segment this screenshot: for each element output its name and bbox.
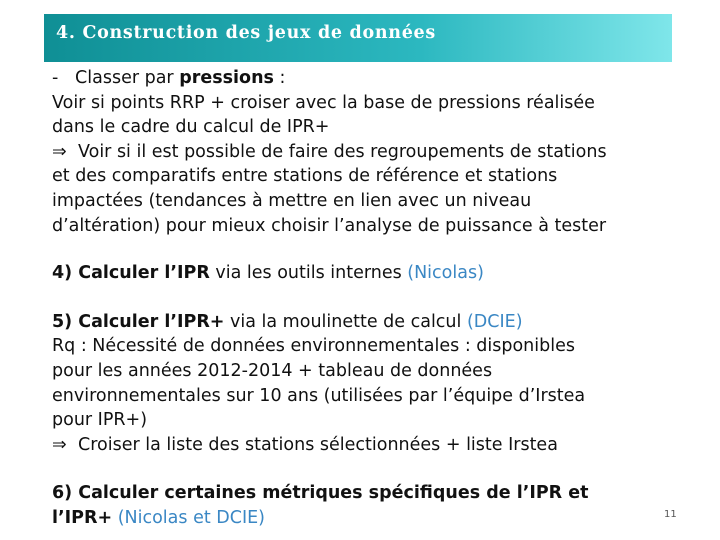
intro-line-4: ⇒ Voir si il est possible de faire des regroupements de stations bbox=[52, 140, 702, 165]
implies-arrow-icon: ⇒ bbox=[52, 434, 67, 455]
step-6-owner: (Nicolas et DCIE) bbox=[112, 507, 265, 528]
step-5-line-1: 5) Calculer l’IPR+ via la moulinette de calcul (DCIE) bbox=[52, 311, 523, 332]
step-5-block bbox=[52, 310, 702, 458]
step-5-heading: 5) Calculer l’IPR+ bbox=[52, 311, 225, 332]
intro-line-2: Voir si points RRP + croiser avec la base de pressions réalisée bbox=[52, 92, 595, 113]
step-6-block bbox=[52, 481, 702, 530]
implies-arrow-icon: ⇒ bbox=[52, 141, 67, 162]
step-6-line-2 bbox=[52, 506, 702, 531]
step-5-line-5: pour IPR+) bbox=[52, 410, 148, 431]
dash-bullet: - bbox=[52, 68, 59, 88]
step-5-line-2: Rq : Nécessité de données environnementales : disponibles bbox=[52, 336, 575, 357]
step-5-line-3: pour les années 2012-2014 + tableau de données bbox=[52, 360, 493, 381]
step-5-line-4: environnementales sur 10 ans (utilisées par l’équipe d’Irstea bbox=[52, 385, 586, 406]
step-5-line-6: ⇒ Croiser la liste des stations sélectionnées + liste Irstea bbox=[52, 433, 702, 458]
intro-line-3: dans le cadre du calcul de IPR+ bbox=[52, 117, 330, 138]
step-4-line: 4) Calculer l’IPR via les outils internes (Nicolas) bbox=[52, 263, 484, 284]
step-5-owner: (DCIE) bbox=[466, 311, 523, 332]
title-bar bbox=[44, 14, 672, 62]
intro-line-7: d’altération) pour mieux choisir l’analyse de puissance à tester bbox=[52, 215, 607, 236]
step-4-owner: (Nicolas) bbox=[407, 263, 484, 284]
pressions-keyword: pressions bbox=[179, 68, 274, 88]
intro-line-5: et des comparatifs entre stations de référence et stations bbox=[52, 166, 558, 187]
step-6-line-1: 6) Calculer certaines métriques spécifiques de l’IPR et bbox=[52, 483, 589, 504]
intro-line-6: impactées (tendances à mettre en lien avec un niveau bbox=[52, 190, 532, 211]
slide-number: 11 bbox=[664, 509, 677, 520]
intro-block bbox=[52, 66, 702, 238]
intro-line-1: - Classer par pressions : bbox=[52, 68, 286, 88]
step-6-heading-end: l’IPR+ bbox=[52, 507, 113, 528]
step-4-heading: 4) Calculer l’IPR bbox=[52, 263, 210, 284]
step-4-block bbox=[52, 261, 702, 286]
slide-title: 4. Construction des jeux de données bbox=[56, 23, 436, 43]
slide-content bbox=[52, 66, 702, 531]
